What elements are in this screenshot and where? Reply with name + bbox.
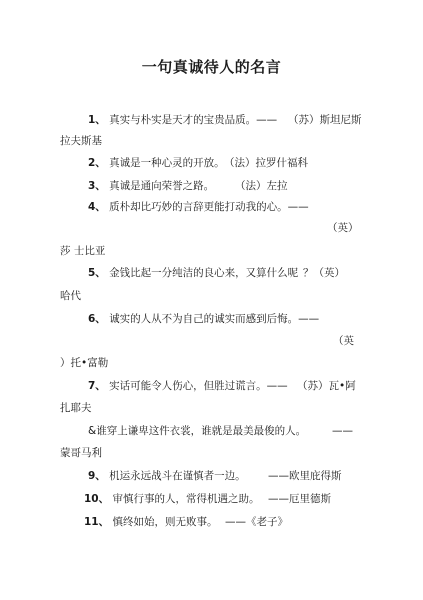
quote-text: 真实与朴实是天才的宝贵品质。——: [109, 114, 278, 126]
quote-8-author: ——: [332, 425, 353, 437]
quote-1-author: （苏）斯坦尼斯: [288, 114, 362, 126]
quote-5: [88, 266, 298, 280]
quote-2: [88, 156, 225, 170]
quote-text: &谁穿上谦卑这件衣裳，谁就是最美最俊的人。: [88, 425, 307, 437]
quote-text: 真诚是通向荣誉之路。: [109, 180, 215, 192]
document-title: 一句真诚待人的名言: [141, 58, 282, 76]
quote-number: 1、: [88, 114, 106, 126]
quote-9: [88, 469, 246, 483]
quote-6: [88, 312, 319, 326]
quote-text: 实话可能令人伤心，但胜过谎言。——: [109, 380, 288, 392]
quote-4-author-cont: 莎 士比亚: [60, 245, 106, 257]
quote-7-author-cont: 扎耶夫: [60, 402, 92, 414]
quote-8: [88, 424, 306, 438]
quote-8-author-cont: 蒙哥马利: [60, 447, 102, 459]
quote-text: 慎终如始，则无败事。: [112, 516, 218, 528]
quote-4: [88, 200, 309, 214]
quote-number: 10、: [84, 493, 110, 505]
quote-number: 5、: [88, 267, 106, 279]
quote-text: 审慎行事的人，常得机遇之助。: [112, 493, 260, 505]
quote-number: 6、: [88, 313, 106, 325]
quote-text: 诚实的人从不为自己的诚实而感到后悔。——: [109, 313, 320, 325]
quote-text: 真诚是一种心灵的开放。: [109, 157, 225, 169]
quote-4-author: （英）: [327, 222, 359, 234]
quote-1-author-cont: 拉夫斯基: [60, 135, 102, 147]
quote-6-author-cont: ）托•富勒: [60, 357, 109, 369]
quote-text: 质朴却比巧妙的言辞更能打动我的心。——: [109, 201, 309, 213]
quote-10: [84, 492, 259, 506]
quote-5-author: ？（英）: [303, 267, 345, 279]
quote-11-author: ——《老子》: [225, 516, 288, 528]
quote-6-author: （英: [333, 335, 354, 347]
quote-11: [84, 515, 217, 529]
quote-1: [88, 113, 277, 127]
quote-number: 9、: [88, 470, 106, 482]
quote-number: 4、: [88, 201, 106, 213]
quote-10-author: ——厄里德斯: [268, 493, 331, 505]
quote-5-author-cont: 哈代: [60, 290, 81, 302]
quote-number: 2、: [88, 157, 106, 169]
quote-7-author: （苏）瓦•阿: [297, 380, 356, 392]
quote-text: 机运永远战斗在谨慎者一边。: [109, 470, 246, 482]
quote-number: 3、: [88, 180, 106, 192]
quote-2-author: （法）拉罗什福科: [224, 157, 308, 169]
quote-text: 金钱比起一分纯洁的良心来，又算什么呢: [109, 267, 299, 279]
quote-3-author: （法）左拉: [235, 180, 288, 192]
quote-number: 7、: [88, 380, 106, 392]
quote-7: [88, 379, 288, 393]
quote-9-author: ——欧里庇得斯: [268, 470, 342, 482]
quote-3: [88, 179, 214, 193]
quote-number: 11、: [84, 516, 110, 528]
